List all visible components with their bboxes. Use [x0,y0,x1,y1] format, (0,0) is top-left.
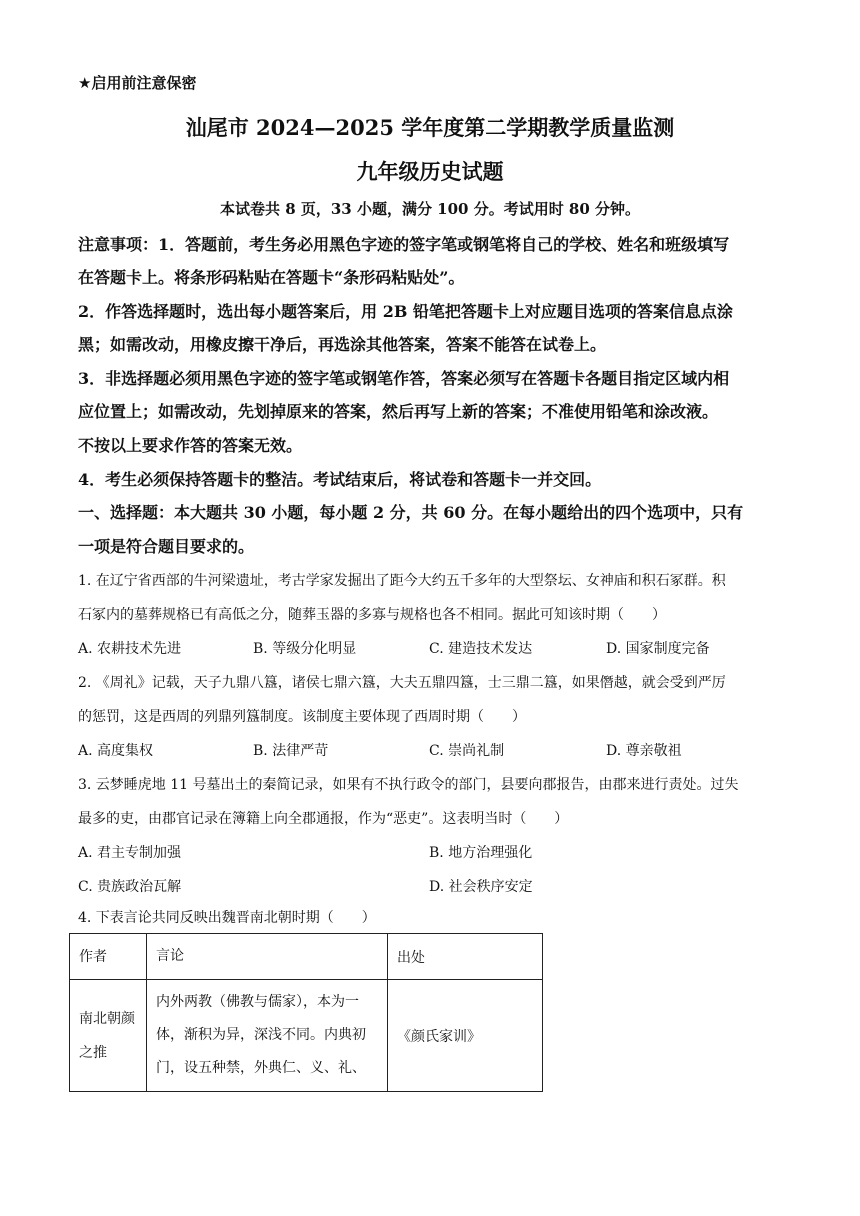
table-header-source: 出处 [388,934,543,980]
question-2-option-d: D. 尊亲敬祖 [606,743,682,759]
question-3-option-d: D. 社会秩序安定 [429,879,533,895]
quote-line: 内外两教（佛教与儒家），本为一 [156,994,359,1010]
question-3-text: 3. 云梦睡虎地 11 号墓出土的秦简记录，如果有不执行政令的部门，县要向郡报告，由郡来进行责处。过失 [78,777,739,793]
question-3-option-a: A. 君主专制加强 [78,845,182,861]
table-cell-author [70,980,147,1092]
note-line: 3．非选择题必须用黑色字迹的签字笔或钢笔作答，答案必须写在答题卡各题目指定区域内相 [78,369,730,388]
question-2-text: 2. 《周礼》记载，天子九鼎八簋，诸侯七鼎六簋，大夫五鼎四簋，士三鼎二簋，如果僭越，就会受到严厉 [78,675,726,691]
quote-line: 体，渐积为异，深浅不同。内典初 [156,1027,366,1043]
question-1-option-a: A. 农耕技术先进 [78,641,182,657]
question-1-option-d: D. 国家制度完备 [606,641,710,657]
note-line: 在答题卡上。将条形码粘贴在答题卡“条形码粘贴处”。 [78,268,465,287]
table-row [70,980,543,1092]
table-header-row [70,934,543,980]
note-line: 黑；如需改动，用橡皮擦干净后，再选涂其他答案，答案不能答在试卷上。 [78,335,607,354]
table-header-quote: 言论 [147,934,388,980]
question-3-option-b: B. 地方治理强化 [429,845,533,861]
question-3-option-c: C. 贵族政治瓦解 [78,879,182,895]
table-cell-source: 《颜氏家训》 [388,980,543,1092]
confidential-label: ★启用前注意保密 [78,74,197,92]
table-header-author: 作者 [70,934,147,980]
question-1-option-b: B. 等级分化明显 [253,641,357,657]
question-1-option-c: C. 建造技术发达 [429,641,533,657]
note-line: 应位置上；如需改动，先划掉原来的答案，然后再写上新的答案；不准使用铅笔和涂改液。 [78,402,719,421]
note-line: 2．作答选择题时，选出每小题答案后，用 2B 铅笔把答题卡上对应题目选项的答案信息点涂 [78,302,733,321]
quote-line: 门，设五种禁，外典仁、义、礼、 [156,1060,366,1076]
exam-subject-title: 九年级历史试题 [356,159,504,184]
question-3-text: 最多的吏，由郡官记录在簿籍上向全郡通报，作为“恶吏”。这表明当时（ ） [78,811,569,827]
exam-title: 汕尾市 2024—2025 学年度第二学期教学质量监测 [185,115,675,140]
question-4-table [69,933,543,1092]
author-line: 南北朝颜 [79,1010,135,1027]
question-1-text: 石冢内的墓葬规格已有高低之分，随葬玉器的多寡与规格也各不相同。据此可知该时期（ ） [78,607,666,623]
question-2-option-b: B. 法律严苛 [253,743,329,759]
question-2-option-c: C. 崇尚礼制 [429,743,505,759]
note-line: 注意事项：1．答题前，考生务必用黑色字迹的签字笔或钢笔将自己的学校、姓名和班级填写 [78,235,730,254]
question-4-text: 4. 下表言论共同反映出魏晋南北朝时期（ ） [78,910,376,926]
exam-info: 本试卷共 8 页，33 小题，满分 100 分。考试用时 80 分钟。 [219,200,641,218]
question-2-text: 的惩罚，这是西周的列鼎列簋制度。该制度主要体现了西周时期（ ） [78,709,526,725]
question-2-option-a: A. 高度集权 [78,743,154,759]
author-line: 之推 [79,1044,107,1061]
table-cell-quote [147,980,388,1092]
question-1-text: 1. 在辽宁省西部的牛河梁遗址，考古学家发掘出了距今大约五千多年的大型祭坛、女神庙和积石冢群。积 [78,573,726,589]
section-heading: 一项是符合题目要求的。 [78,537,255,556]
section-heading: 一、选择题：本大题共 30 小题，每小题 2 分，共 60 分。在每小题给出的四个选项中，只有 [78,503,744,522]
note-line: 4．考生必须保持答题卡的整洁。考试结束后，将试卷和答题卡一并交回。 [78,470,602,489]
note-line: 不按以上要求作答的答案无效。 [78,436,303,455]
